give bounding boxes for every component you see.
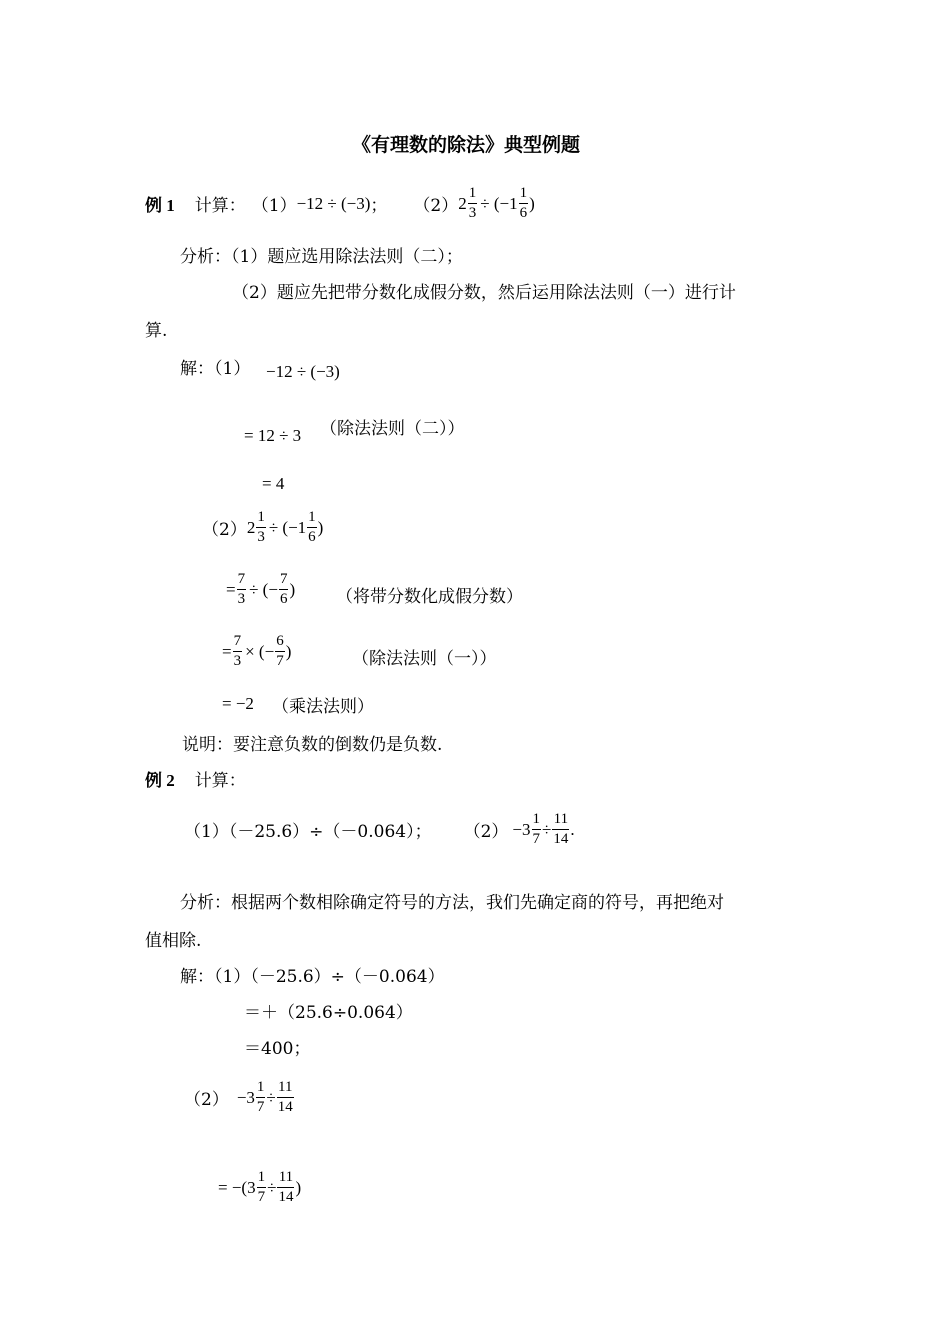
operator: ÷ (−1	[480, 193, 518, 213]
fraction-denominator: 6	[279, 591, 288, 607]
fraction	[307, 510, 317, 545]
fraction-numerator: 1	[257, 1169, 266, 1185]
fraction-denominator: 3	[468, 205, 477, 221]
example-2-header	[145, 766, 246, 791]
fraction	[257, 1170, 267, 1205]
fraction	[277, 1080, 294, 1115]
fraction	[532, 812, 542, 847]
example-1-expr2	[458, 186, 535, 221]
fraction-denominator: 7	[276, 653, 284, 669]
example-2-analysis-2: 值相除.	[145, 931, 202, 951]
mixed-whole: 2	[458, 193, 467, 213]
fraction-numerator: 7	[279, 571, 288, 587]
fraction-numerator: 1	[468, 185, 477, 201]
example-1-label: 例 1	[145, 196, 175, 215]
example-1-step-5	[226, 572, 295, 607]
equals-prefix: = −(3	[218, 1177, 256, 1197]
example-2-solution-2: ＝＋（25.6÷0.064）	[244, 1003, 413, 1023]
example-1-separator: ；	[370, 196, 388, 216]
fraction	[256, 1080, 266, 1115]
example-1-step-6-note: （除法法则（一））	[352, 649, 497, 669]
example-2-solution-1: 解：（1）（－25.6）÷（－0.064）	[180, 967, 445, 987]
operator: ÷	[542, 819, 552, 839]
fraction-numerator: 7	[233, 633, 242, 649]
page-title: 《有理数的除法》典型例题	[352, 134, 581, 156]
example-2-part1: （1）（－25.6）÷（－0.064）；	[184, 822, 432, 842]
fraction	[468, 186, 478, 221]
fraction	[275, 634, 285, 669]
fraction-denominator: 14	[278, 1189, 294, 1205]
example-1-step-1: −12 ÷ (−3)	[266, 362, 340, 381]
fraction-denominator: 3	[237, 591, 246, 607]
example-1-prompt: 计算：	[194, 196, 246, 216]
fraction	[519, 186, 529, 221]
fraction-numerator: 11	[553, 811, 569, 827]
fraction-numerator: 1	[256, 1079, 265, 1095]
equals: =	[226, 579, 236, 599]
example-1-step-2: = 12 ÷ 3	[244, 426, 302, 445]
example-2-prompt: 计算：	[194, 771, 246, 791]
mixed-whole: −3	[512, 819, 531, 839]
paren-close: )	[295, 1177, 302, 1197]
example-1-step-2-note: （除法法则（二））	[320, 419, 465, 439]
paren-close: )	[529, 193, 535, 213]
operator: ÷ (−1	[268, 517, 307, 537]
fraction-numerator: 1	[532, 811, 541, 827]
example-1-part1-label: （1）	[251, 196, 297, 216]
example-1-step-6	[222, 634, 291, 669]
example-2-part2-row	[184, 1080, 295, 1115]
example-2-part2-label: （2）	[463, 822, 509, 842]
fraction	[237, 572, 247, 607]
fraction-denominator: 7	[256, 1099, 265, 1115]
example-2-analysis-1: 分析：根据两个数相除确定符号的方法，我们先确定商的符号，再把绝对	[180, 893, 724, 913]
example-1-solution-label: 解：（1）	[180, 359, 251, 379]
example-2-solution-3: ＝400；	[244, 1039, 311, 1059]
fraction-denominator: 3	[257, 529, 265, 545]
mixed-whole: −3	[236, 1087, 255, 1107]
paren-close: )	[317, 517, 324, 537]
fraction-denominator: 14	[277, 1099, 293, 1115]
paren-close: )	[285, 641, 292, 661]
example-2-label: 例 2	[145, 771, 175, 790]
example-2-step-5	[218, 1170, 301, 1205]
fraction-numerator: 11	[278, 1169, 294, 1185]
mixed-expression	[237, 1080, 295, 1115]
fraction-numerator: 1	[308, 509, 316, 525]
example-1-expr1: −12 ÷ (−3)	[296, 193, 371, 213]
fraction	[552, 812, 569, 847]
fraction-numerator: 6	[276, 633, 284, 649]
fraction-denominator: 6	[519, 205, 528, 221]
fraction	[277, 1170, 294, 1205]
fraction	[256, 510, 266, 545]
fraction-numerator: 7	[237, 571, 246, 587]
part2-label: （2）	[184, 1090, 229, 1110]
mixed-expression	[247, 510, 324, 545]
fraction	[279, 572, 289, 607]
operator: ÷	[266, 1087, 276, 1107]
example-1-step-7: = −2	[222, 694, 254, 713]
mixed-whole: 2	[246, 517, 256, 537]
operator: ÷ (−	[249, 579, 278, 599]
operator: ÷	[267, 1177, 277, 1197]
example-1-part2-label: （2）	[413, 196, 459, 216]
example-2-expr2	[512, 812, 574, 847]
example-1-analysis-3: 算.	[145, 321, 168, 341]
period: .	[570, 819, 575, 839]
example-1-part2-row	[202, 510, 323, 545]
fraction-denominator: 3	[233, 653, 242, 669]
example-1-step-7-note: （乘法法则）	[272, 697, 374, 717]
fraction-denominator: 7	[532, 831, 541, 847]
fraction-numerator: 1	[519, 185, 528, 201]
fraction-numerator: 1	[257, 509, 265, 525]
example-1-step-3: = 4	[262, 474, 285, 493]
example-1-step-5-note: （将带分数化成假分数）	[336, 587, 523, 607]
equals: =	[222, 641, 232, 661]
paren-close: )	[289, 579, 296, 599]
fraction-denominator: 7	[257, 1189, 266, 1205]
fraction-denominator: 14	[553, 831, 569, 847]
fraction	[233, 634, 243, 669]
example-1-header	[145, 186, 535, 221]
example-2-problems	[184, 812, 575, 847]
example-1-analysis-2: （2）题应先把带分数化成假分数，然后运用除法法则（一）进行计	[232, 283, 736, 303]
example-1-remark: 说明：要注意负数的倒数仍是负数.	[182, 735, 443, 755]
operator: × (−	[245, 641, 275, 661]
part2-label: （2）	[202, 520, 247, 540]
fraction-numerator: 11	[278, 1079, 293, 1095]
example-1-analysis-1: 分析：（1）题应选用除法法则（二）；	[180, 247, 463, 267]
fraction-denominator: 6	[308, 529, 316, 545]
